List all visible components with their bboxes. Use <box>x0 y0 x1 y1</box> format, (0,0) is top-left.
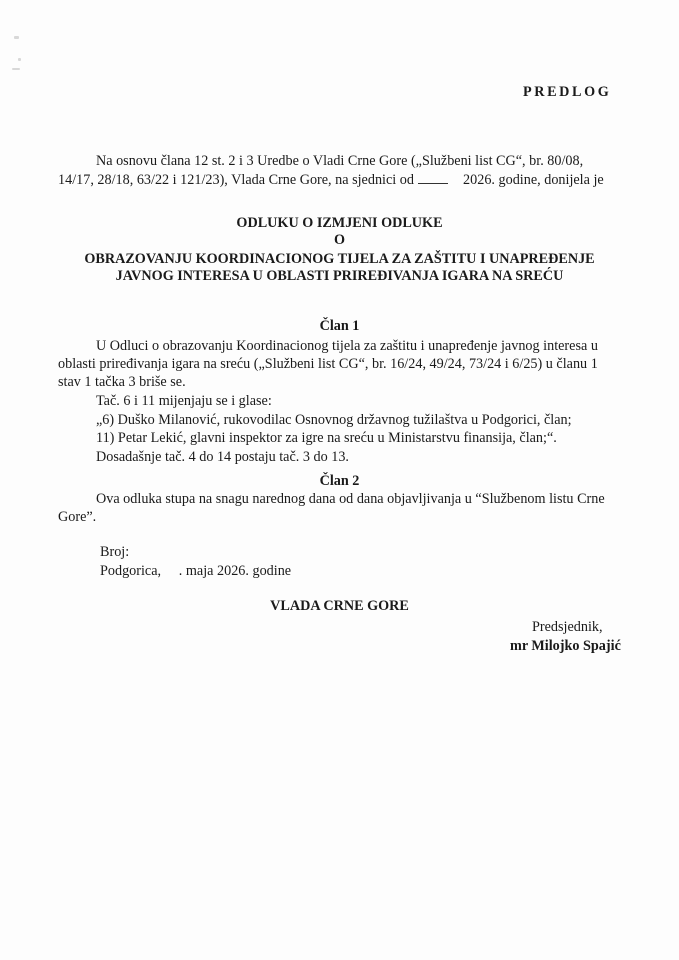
preamble-line-2-end: 2026. godine, donijela je <box>463 172 604 188</box>
title-line-4: JAVNOG INTERESA U OBLASTI PRIREĐIVANJA IGARA NA SREĆU <box>115 268 564 284</box>
article-1-item-6: „6) Duško Milanović, rukovodilac Osnovnog državnog tužilaštva u Podgorici, član; <box>96 412 572 428</box>
place-and-date: Podgorica, . maja 2026. godine <box>100 563 292 579</box>
article-1-item-11: 11) Petar Lekić, glavni inspektor za igre na sreću u Ministarstvu finansija, član;“. <box>96 430 557 446</box>
article-1-text-line-1: U Odluci o obrazovanju Koordinacionog tijela za zaštitu i unapređenje javnog interesa u <box>96 338 598 354</box>
title-line-3: OBRAZOVANJU KOORDINACIONOG TIJELA ZA ZAŠTITU I UNAPREĐENJE <box>84 251 595 267</box>
header-label: PREDLOG <box>523 84 612 100</box>
article-1-text-line-4: Tač. 6 i 11 mijenjaju se i glase: <box>96 393 272 409</box>
article-1-text-line-5: Dosadašnje tač. 4 do 14 postaju tač. 3 do 13. <box>96 449 349 465</box>
document-number: Broj: <box>100 544 130 560</box>
scan-artifact <box>12 68 20 70</box>
scan-artifact <box>14 36 19 39</box>
article-1-text-line-3: stav 1 tačka 3 briše se. <box>58 374 186 390</box>
scan-artifact <box>18 58 21 61</box>
government-name: VLADA CRNE GORE <box>270 598 409 614</box>
preamble-line-2 <box>58 171 604 189</box>
article-1-text-line-2: oblasti priređivanja igara na sreću („Službeni list CG“, br. 16/24, 49/24, 73/24 i 6/25) u članu 1 <box>58 356 598 372</box>
preamble-line-2-start: 14/17, 28/18, 63/22 i 121/23), Vlada Crne Gore, na sjednici od <box>58 172 414 188</box>
article-2-text-line-2: Gore”. <box>58 509 97 525</box>
article-2-heading: Član 2 <box>319 473 360 489</box>
article-1-heading: Član 1 <box>319 318 360 334</box>
title-line-1: ODLUKU O IZMJENI ODLUKE <box>236 215 443 231</box>
preamble-line-1: Na osnovu člana 12 st. 2 i 3 Uredbe o Vladi Crne Gore („Službeni list CG“, br. 80/08, <box>96 153 584 169</box>
date-blank <box>418 171 448 184</box>
signer-title: Predsjednik, <box>532 619 603 635</box>
article-2-text-line-1: Ova odluka stupa na snagu narednog dana od dana objavljivanja u “Službenom listu Crne <box>96 491 605 507</box>
signer-name: mr Milojko Spajić <box>510 638 621 654</box>
title-line-2: O <box>333 232 346 248</box>
